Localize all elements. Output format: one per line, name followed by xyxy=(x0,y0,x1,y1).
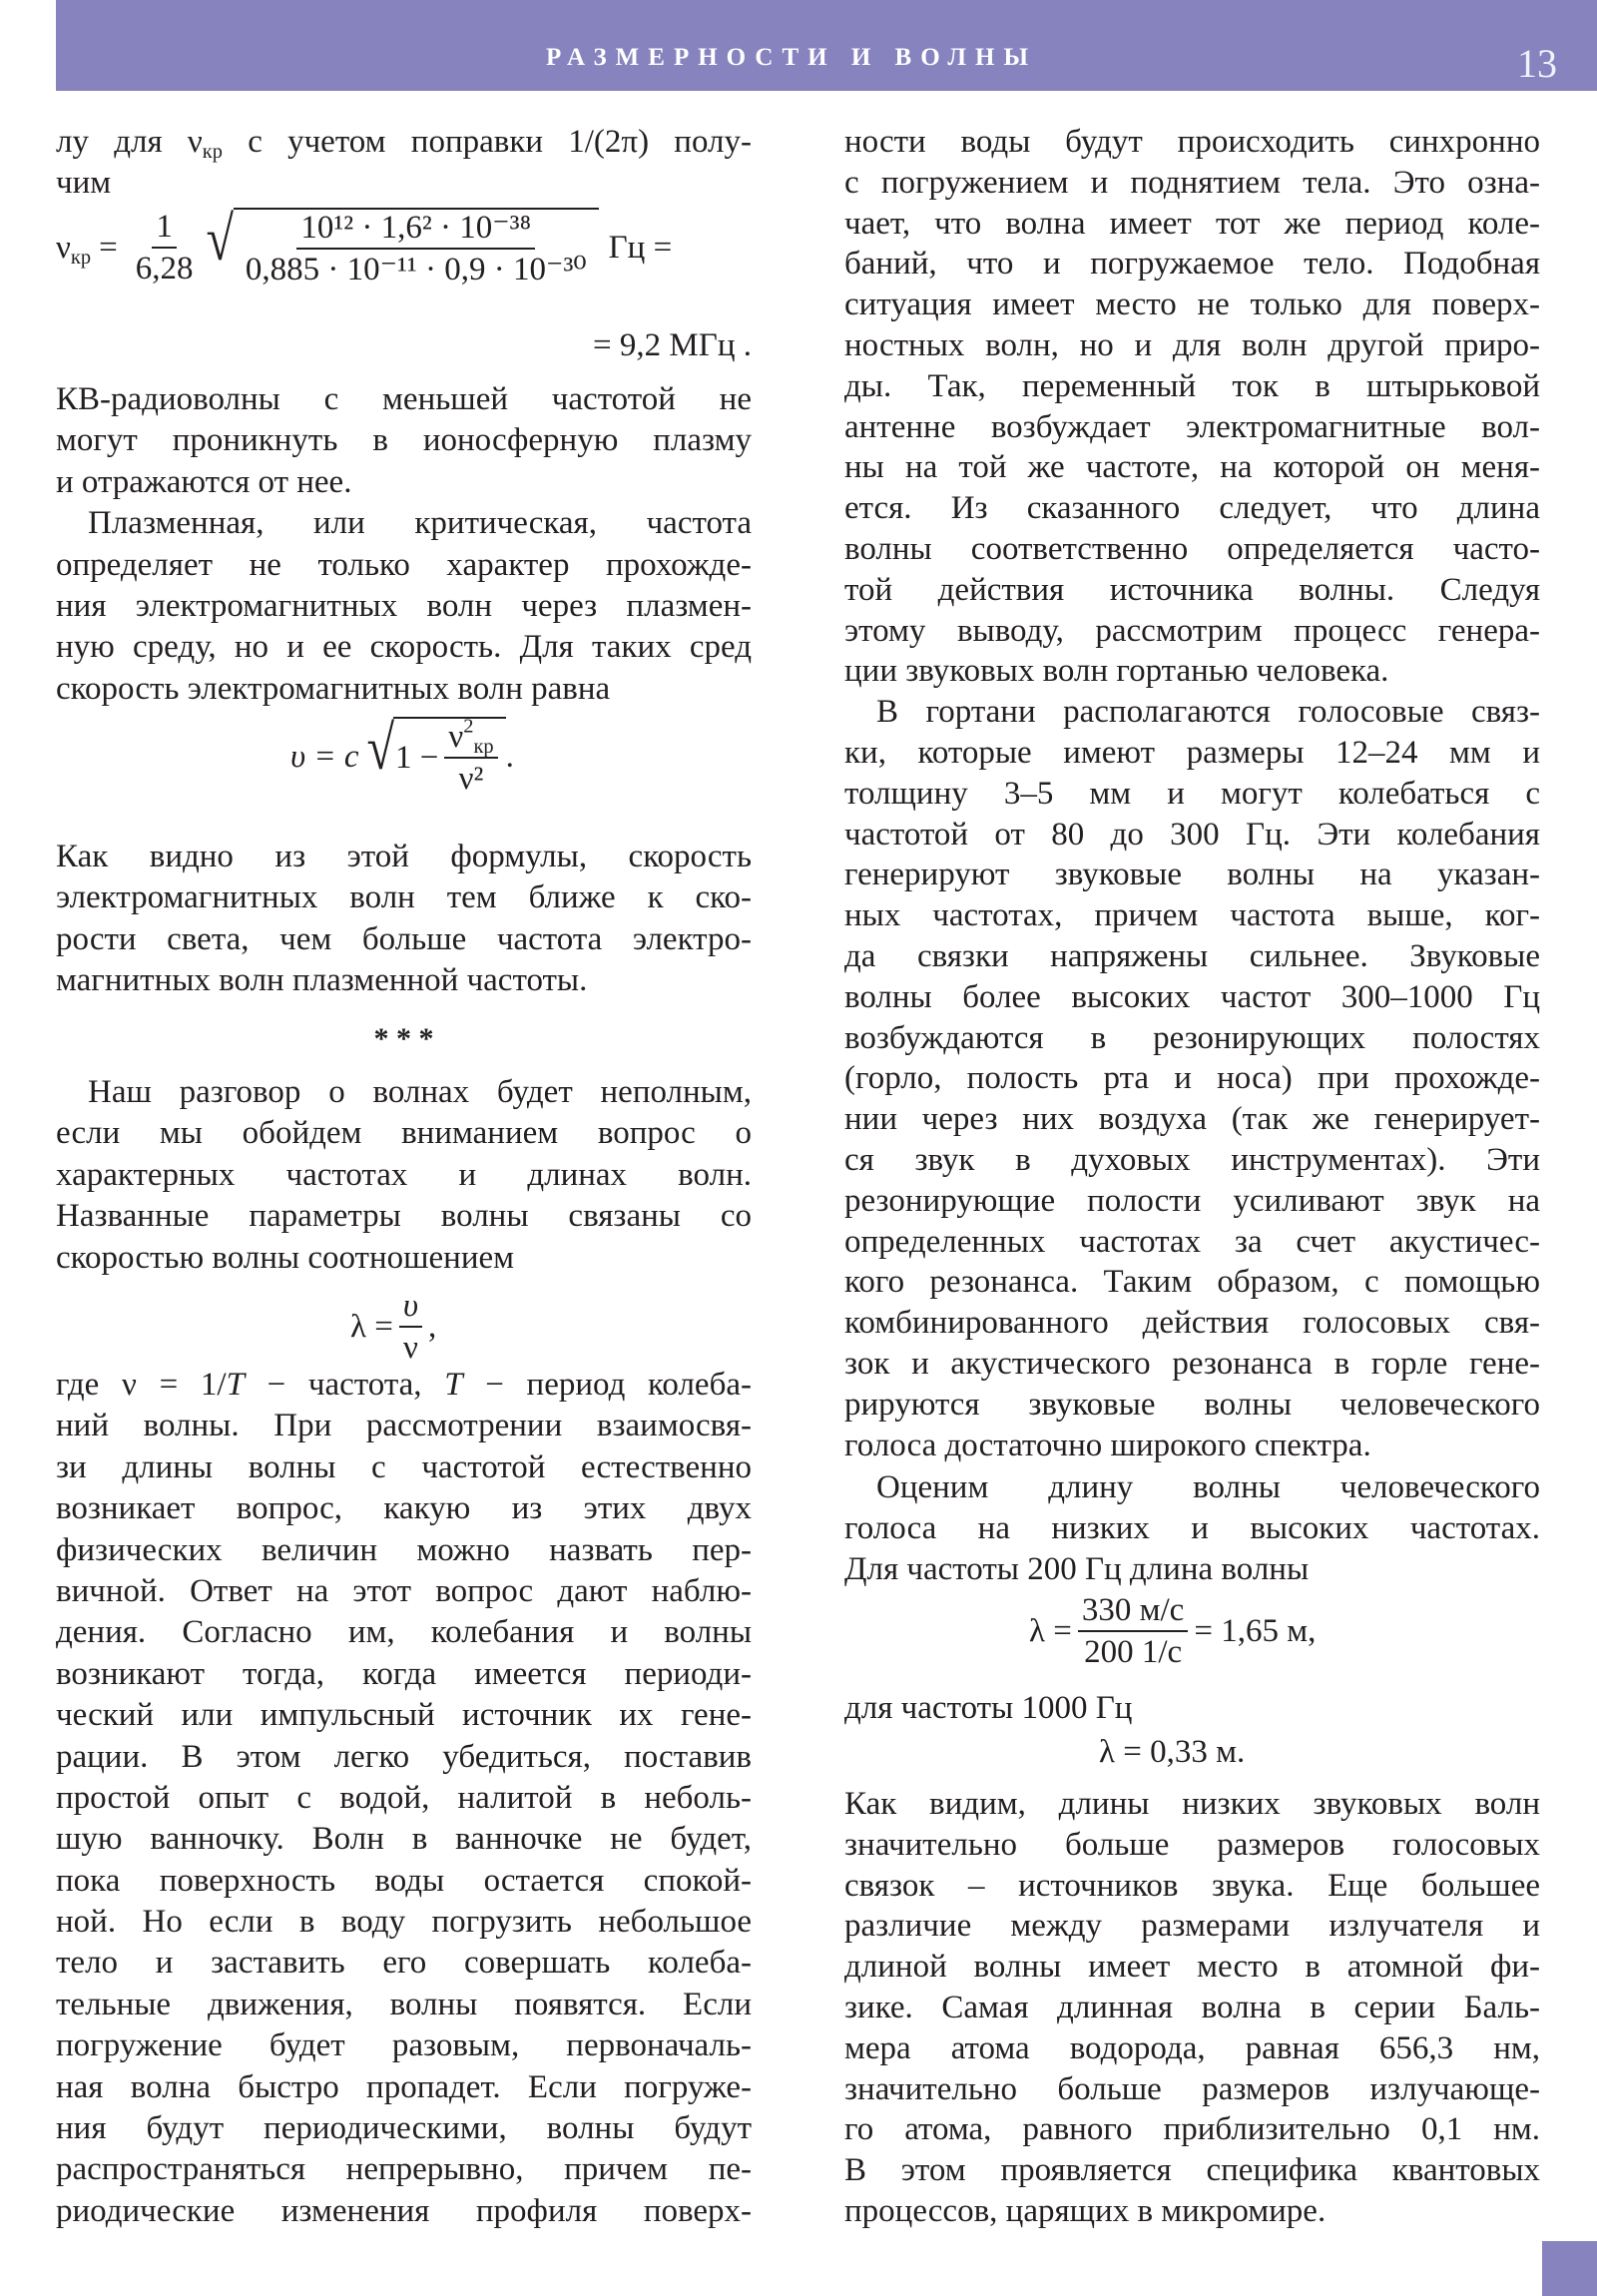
text-line: Плазменная, или критическая, частота xyxy=(88,505,752,542)
text-line: комбинированного действия голосовых свя- xyxy=(844,1305,1540,1342)
text-line: ции звуковых волн гортанью человека. xyxy=(844,653,1389,690)
corner-tab xyxy=(1542,2241,1597,2296)
text-line: могут проникнуть в ионосферную плазму xyxy=(56,422,752,459)
text-line: В этом проявляется специфика квантовых xyxy=(844,2152,1540,2189)
text-line: ческий или импульсный источник их гене- xyxy=(56,1697,752,1734)
text-line: Как видно из этой формулы, скорость xyxy=(56,839,752,874)
text-line: ния электромагнитных волн через плазмен- xyxy=(56,587,752,624)
text-line: КВ-радиоволны с меньшей частотой не xyxy=(56,381,752,417)
text-line: определяет не только характер прохожде- xyxy=(56,546,752,583)
formula-critical-frequency xyxy=(56,204,673,288)
text-line: и отражаются от нее. xyxy=(56,463,352,500)
text-line: нии через них воздуха (так же генерирует- xyxy=(844,1101,1540,1138)
text-line: чает, что волна имеет тот же период коле- xyxy=(844,205,1540,242)
fraction: $\frac{1}{6,28}$ xyxy=(135,209,194,287)
paragraph-where xyxy=(56,1365,752,2232)
text-line: где ν = 1/T − частота, T − период колеба- xyxy=(56,1367,753,1403)
text-line: возникают тогда, когда имеется периоди- xyxy=(56,1655,752,1692)
text-line: голоса достаточно широкого спектра. xyxy=(844,1427,1371,1463)
text-line: Названные параметры волны связаны со xyxy=(56,1198,752,1235)
text-line: Как видим, длины низких звуковых волн xyxy=(844,1786,1540,1822)
equals-sign: = xyxy=(99,229,118,266)
text-line: физических величин можно назвать пер- xyxy=(56,1531,752,1568)
text-line: резонирующие полости усиливают звук на xyxy=(844,1182,1540,1219)
text-line: с погружением и поднятием тела. Это озна- xyxy=(844,164,1540,201)
text-line: рости света, чем больше частота электро- xyxy=(56,920,752,957)
text-line: зике. Самая длинная волна в серии Баль- xyxy=(844,1989,1540,2025)
text-line: частотой от 80 до 300 Гц. Эти колебания xyxy=(844,816,1540,853)
text-line: толщину 3–5 мм и могут колебаться с xyxy=(844,775,1540,812)
text-line: той действия источника волны. Следуя xyxy=(844,571,1540,608)
text-line: ных частотах, причем частота выше, ког- xyxy=(844,897,1540,934)
text-line: характерных частотах и длинах волн. xyxy=(56,1156,752,1193)
text-line: дения. Согласно им, колебания и волны xyxy=(56,1614,752,1651)
text-line: пока поверхность воды остается спокой- xyxy=(56,1862,752,1899)
text-line: простой опыт с водой, налитой в неболь- xyxy=(56,1779,752,1816)
text-line: Оценим длину волны человеческого xyxy=(876,1469,1540,1505)
text-line: длиной волны имеет место в атомной фи- xyxy=(844,1949,1540,1986)
formula-wavelength-1000hz: λ = 0,33 м. xyxy=(1099,1734,1246,1770)
text-line: электромагнитных волн тем ближе к ско- xyxy=(56,879,752,916)
formula-result: = 9,2 МГц . xyxy=(593,327,752,363)
text-line: антенне возбуждает электромагнитные вол- xyxy=(844,408,1540,445)
text-line: если мы обойдем вниманием вопрос о xyxy=(56,1115,752,1152)
text-segment: с учетом поправки 1/(2π) полу- xyxy=(222,124,752,160)
text-line xyxy=(56,122,752,163)
text-line: магнитных волн плазменной частоты. xyxy=(56,962,588,999)
text-line: ды. Так, переменный ток в штырьковой xyxy=(844,367,1540,404)
text-line: значительно больше размеров излучающе- xyxy=(844,2070,1540,2107)
text-line: чим xyxy=(56,165,112,202)
text-line: (горло, полость рта и носа) при прохожде- xyxy=(844,1060,1540,1097)
text-line: рации. В этом легко убедиться, поставив xyxy=(56,1738,752,1775)
text-line: риодические изменения профиля поверх- xyxy=(56,2192,752,2229)
text-line: генерируют звуковые волны на указан- xyxy=(844,857,1540,893)
text-line: ситуация имеет место не только для поверх- xyxy=(844,287,1540,323)
formula-wavelength: λ = $\frac{\upsilon}{\nu}$ , xyxy=(350,1288,437,1367)
text-line: ную среду, но и ее скорость. Для таких сред xyxy=(56,629,752,666)
text-line: распространяться непрерывно, причем пе- xyxy=(56,2151,752,2188)
text-line: ки, которые имеют размеры 12–24 мм и xyxy=(844,734,1540,771)
text-line: волны соответственно определяется часто- xyxy=(844,530,1540,567)
intro-paragraph xyxy=(56,122,752,205)
text-line: В гортани располагаются голосовые связ- xyxy=(876,694,1540,731)
subscript: кр xyxy=(202,141,223,164)
text-line: ется. Из сказанного следует, что длина xyxy=(844,490,1540,527)
text-line: кого резонанса. Таким образом, с помощью xyxy=(844,1264,1540,1301)
text-line: для частоты 1000 Гц xyxy=(844,1690,1133,1726)
text-line: зи длины волны с частотой естественно xyxy=(56,1448,752,1485)
paragraph-block xyxy=(56,379,752,710)
text-line: волны более высоких частот 300–1000 Гц xyxy=(844,978,1540,1015)
text-line: ной. Но если в воду погрузить небольшое xyxy=(56,1904,752,1941)
text-line: рируются звуковые волны человеческого xyxy=(844,1386,1540,1423)
text-line: этому выводу, рассмотрим процесс генера- xyxy=(844,612,1540,649)
text-line: возбуждаются в резонирующих полостях xyxy=(844,1019,1540,1056)
text-line: тельные движения, волны появятся. Если xyxy=(56,1986,752,2022)
text-line: процессов, царящих в микромире. xyxy=(844,2192,1327,2229)
text-line: зок и акустического резонанса в горле гене- xyxy=(844,1345,1540,1382)
text-line: голоса на низких и высоких частотах. xyxy=(844,1509,1540,1546)
chapter-title: РАЗМЕРНОСТИ И ВОЛНЫ xyxy=(545,44,1038,71)
text-line: возникает вопрос, какую из этих двух xyxy=(56,1490,752,1527)
text-line: го атома, равного приблизительно 0,1 нм. xyxy=(844,2111,1540,2148)
text-line: различие между размерами излучателя и xyxy=(844,1908,1540,1945)
formula-wavelength-200hz: λ = $\frac{330 м/с}{200 1/с}$ = 1,65 м, xyxy=(1029,1592,1317,1671)
text-segment: лу для ν xyxy=(56,124,203,160)
paragraph-block xyxy=(56,1406,752,2232)
text-line: тело и заставить его совершать колеба- xyxy=(56,1945,752,1982)
text-line: ся звук в духовых инструментах). Эти xyxy=(844,1141,1540,1178)
formula-unit: Гц = xyxy=(608,229,673,266)
text-line: ности воды будут происходить синхронно xyxy=(844,124,1540,160)
running-header xyxy=(56,0,1597,91)
paragraph-block xyxy=(844,1784,1540,2232)
text-line: ния будут периодическими, волны будут xyxy=(56,2110,752,2147)
text-line: вичной. Ответ на этот вопрос дают наблю- xyxy=(56,1572,752,1609)
page-number: 13 xyxy=(1517,41,1557,86)
paragraph-block xyxy=(844,122,1540,1465)
text-line: ностных волн, но и для волн другой приро- xyxy=(844,326,1540,363)
text-line: значительно больше размеров голосовых xyxy=(844,1826,1540,1863)
text-line: мера атома водорода, равная 656,3 нм, xyxy=(844,2029,1540,2066)
text-line: Наш разговор о волнах будет неполным, xyxy=(88,1074,752,1110)
text-line: ная волна быстро пропадет. Если погруже- xyxy=(56,2068,752,2105)
text-line: Для частоты 200 Гц длина волны xyxy=(844,1550,1310,1587)
text-line: ний волны. При рассмотрении взаимосвя- xyxy=(56,1408,752,1444)
formula-lhs: $\nu_{кр}$ xyxy=(56,229,92,269)
text-line: скорость электромагнитных волн равна xyxy=(56,670,611,707)
section-separator: * * * xyxy=(373,1022,434,1055)
paragraph-block xyxy=(56,837,752,1002)
text-line: погружение будет разовым, первоначаль- xyxy=(56,2027,752,2064)
text-line: шую ванночку. Волн в ванночке не будет, xyxy=(56,1821,752,1858)
text-line-wrap xyxy=(844,1688,1540,1729)
text-line: определенных частотах за счет акустичес- xyxy=(844,1223,1540,1260)
paragraph-block xyxy=(844,1467,1540,1589)
text-line: да связки напряжены сильнее. Звуковые xyxy=(844,937,1540,974)
text-line: ны на той же частоте, на которой он меня- xyxy=(844,449,1540,486)
paragraph-block xyxy=(56,1072,752,1279)
text-line: связок – источников звука. Еще большее xyxy=(844,1867,1540,1904)
text-line: скоростью волны соотношением xyxy=(56,1239,515,1276)
square-root: √ $\frac{\text{10¹² · 1,6² · 10⁻³⁸}}{\text{0,885 · 10⁻¹¹ · 0,9 · 10⁻³⁰}}$ xyxy=(203,208,598,288)
formula-wave-speed: υ = c √ 1 − $\frac{\nu^2_{кр}}{\text{ν²}}$ . xyxy=(290,713,514,798)
text-line: баний, что и погружаемое тело. Подобная xyxy=(844,246,1540,283)
